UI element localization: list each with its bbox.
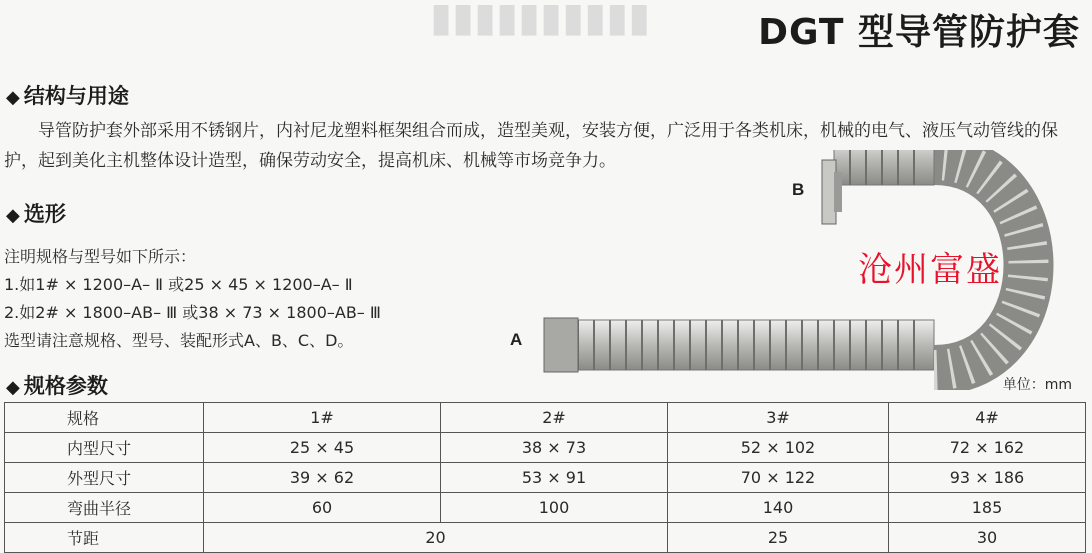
row-label-cell: 外型尺寸 [5, 463, 204, 493]
selection-line-3: 2.如2# × 1800–AB– Ⅲ 或38 × 73 × 1800–AB– Ⅲ [4, 303, 381, 322]
page-title: DGT 型导管防护套 [758, 12, 1080, 53]
table-cell: 30 [889, 523, 1086, 553]
table-cell: 25 [668, 523, 889, 553]
end-label-a: A [510, 330, 523, 349]
row-label-cell: 弯曲半径 [5, 493, 204, 523]
table-row [5, 523, 1086, 553]
end-label-b: B [792, 180, 805, 199]
selection-line-1: 注明规格与型号如下所示： [4, 247, 197, 266]
table-cell: 140 [668, 493, 889, 523]
selection-line-2: 1.如1# × 1200–A– Ⅱ 或25 × 45 × 1200–A– Ⅱ [4, 275, 353, 294]
header-cell: 规格 [5, 403, 204, 433]
selection-line-4: 选型请注意规格、型号、装配形式A、B、C、D。 [4, 331, 354, 350]
table-header-row [5, 403, 1086, 433]
table-cell: 53 × 91 [441, 463, 668, 493]
cable-carrier-illustration [530, 150, 1090, 390]
header-cell: 4# [889, 403, 1086, 433]
section-heading-specs [6, 370, 108, 400]
section-heading-selection [6, 198, 66, 228]
table-cell: 39 × 62 [204, 463, 441, 493]
section-specs-title: 规格参数 [23, 374, 108, 398]
table-row [5, 433, 1086, 463]
header-cell: 3# [668, 403, 889, 433]
table-row [5, 463, 1086, 493]
row-label-cell: 内型尺寸 [5, 433, 204, 463]
diamond-bullet-icon: ◆ [6, 87, 20, 108]
table-cell: 52 × 102 [668, 433, 889, 463]
spec-table [4, 402, 1086, 553]
header-cell: 2# [441, 403, 668, 433]
header-cell: 1# [204, 403, 441, 433]
section-selection-title: 选形 [23, 202, 66, 226]
row-label-cell: 节距 [5, 523, 204, 553]
table-cell: 72 × 162 [889, 433, 1086, 463]
table-cell: 93 × 186 [889, 463, 1086, 493]
table-cell: 185 [889, 493, 1086, 523]
table-cell: 25 × 45 [204, 433, 441, 463]
table-row [5, 493, 1086, 523]
unit-label: 单位：mm [1002, 377, 1072, 393]
bleed-through-text: ▮▮▮▮▮▮▮▮▮▮ [430, 0, 651, 46]
table-cell: 70 × 122 [668, 463, 889, 493]
table-cell: 100 [441, 493, 668, 523]
table-cell: 38 × 73 [441, 433, 668, 463]
watermark-text: 沧州富盛 [858, 250, 1002, 290]
diamond-bullet-icon: ◆ [6, 377, 20, 398]
table-cell: 60 [204, 493, 441, 523]
section-heading-structure [6, 80, 129, 110]
section-structure-title: 结构与用途 [23, 84, 129, 108]
table-cell: 20 [204, 523, 668, 553]
diamond-bullet-icon: ◆ [6, 205, 20, 226]
structure-paragraph: 导管防护套外部采用不锈钢片，内衬尼龙塑料框架组合而成，造型美观，安装方便，广泛用于各类机床，机械的电气、液压气动管线的保护，起到美化主机整体设计造型，确保劳动安全，提高机床、机械等市场竞争力。 [4, 121, 1058, 171]
